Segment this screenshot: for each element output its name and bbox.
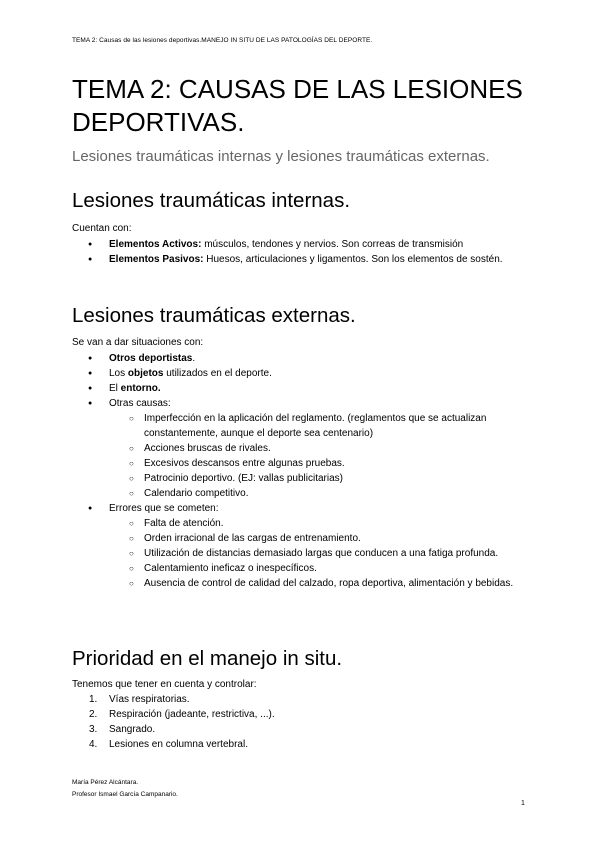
list-item — [72, 381, 532, 396]
sub-list-item: ○ Utilización de distancias demasiado largas que conducen a una fatiga profunda. — [72, 546, 532, 561]
list-item-text: Sangrado. — [109, 724, 156, 735]
section2-list — [72, 351, 532, 591]
sub-list-item: ○ Imperfección en la aplicación del reglamento. (reglamentos que se actualizan constantemente, aunque el deporte sea centenario) — [72, 411, 532, 441]
errores-list — [109, 516, 532, 591]
list-number: 3. — [89, 724, 98, 735]
sub-list-item: ○ Excesivos descansos entre algunas pruebas. — [72, 456, 532, 471]
list-number: 4. — [89, 739, 98, 750]
list-item-text: utilizados en el deporte. — [163, 368, 272, 379]
list-item-text: Otras causas: — [109, 398, 171, 409]
list-number: 2. — [89, 709, 98, 720]
section3-intro: Tenemos que tener en cuenta y controlar: — [72, 679, 257, 690]
list-item-text: Huesos, articulaciones y ligamentos. Son los elementos de sostén. — [203, 254, 503, 265]
list-item-text: Los — [109, 368, 128, 379]
list-item — [72, 237, 532, 252]
document-subtitle: Lesiones traumáticas internas y lesiones traumáticas externas. — [72, 148, 490, 165]
sub-list-item: ○ Ausencia de control de calidad del calzado, ropa deportiva, alimentación y bebidas. — [72, 576, 532, 591]
list-item-text: Vías respiratorias. — [109, 694, 190, 705]
section2-intro: Se van a dar situaciones con: — [72, 337, 204, 348]
list-item — [72, 252, 532, 267]
sub-list-item: ○ Falta de atención. — [72, 516, 532, 531]
footer-professor: Profesor Ismael García Campanario. — [72, 791, 178, 798]
sub-list-item: ○ Calentamiento ineficaz o inespecíficos. — [72, 561, 532, 576]
list-item-text: . — [192, 353, 196, 364]
list-item — [72, 396, 532, 501]
sub-list-item: ○ Patrocinio deportivo. (EJ: vallas publicitarias) — [72, 471, 532, 486]
sub-list-item: ○ Calendario competitivo. — [72, 486, 532, 501]
list-item-text: Respiración (jadeante, restrictiva, ...). — [109, 709, 275, 720]
footer-author: María Pérez Alcántara. — [72, 779, 139, 786]
list-item — [72, 707, 275, 722]
list-item-text: Lesiones en columna vertebral. — [109, 739, 248, 750]
list-item-bold: Otros deportistas — [109, 353, 193, 364]
section-heading-internas: Lesiones traumáticas internas. — [72, 189, 351, 212]
list-item — [72, 366, 532, 381]
page-footer — [72, 777, 178, 801]
list-item-bold: Elementos Activos: — [109, 239, 202, 250]
section1-list — [72, 237, 532, 267]
document-title: TEMA 2: CAUSAS DE LAS LESIONES DEPORTIVAS. — [72, 74, 523, 137]
list-item — [72, 692, 275, 707]
list-item — [72, 351, 532, 366]
page-number: 1 — [521, 800, 525, 807]
section-heading-externas: Lesiones traumáticas externas. — [72, 304, 356, 327]
otras-causas-list — [109, 411, 532, 501]
sub-list-item: ○ Acciones bruscas de rivales. — [72, 441, 532, 456]
section1-intro: Cuentan con: — [72, 223, 132, 234]
sub-list-item: ○ Orden irracional de las cargas de entrenamiento. — [72, 531, 532, 546]
list-item-bold: entorno. — [120, 383, 161, 394]
list-item-text: Errores que se cometen: — [109, 503, 219, 514]
list-item — [72, 737, 275, 752]
list-item-text: músculos, tendones y nervios. Son correas de transmisión — [201, 239, 464, 250]
list-number: 1. — [89, 694, 98, 705]
page-header: TEMA 2: Causas de las lesiones deportivas.MANEJO IN SITU DE LAS PATOLOGÍAS DEL DEPORTE. — [72, 37, 373, 44]
section-heading-prioridad: Prioridad en el manejo in situ. — [72, 647, 343, 670]
list-item-bold: Elementos Pasivos: — [109, 254, 204, 265]
list-item-text: El — [109, 383, 121, 394]
list-item — [72, 501, 532, 591]
section3-list — [72, 692, 275, 752]
list-item-bold: objetos — [127, 368, 164, 379]
list-item — [72, 722, 275, 737]
